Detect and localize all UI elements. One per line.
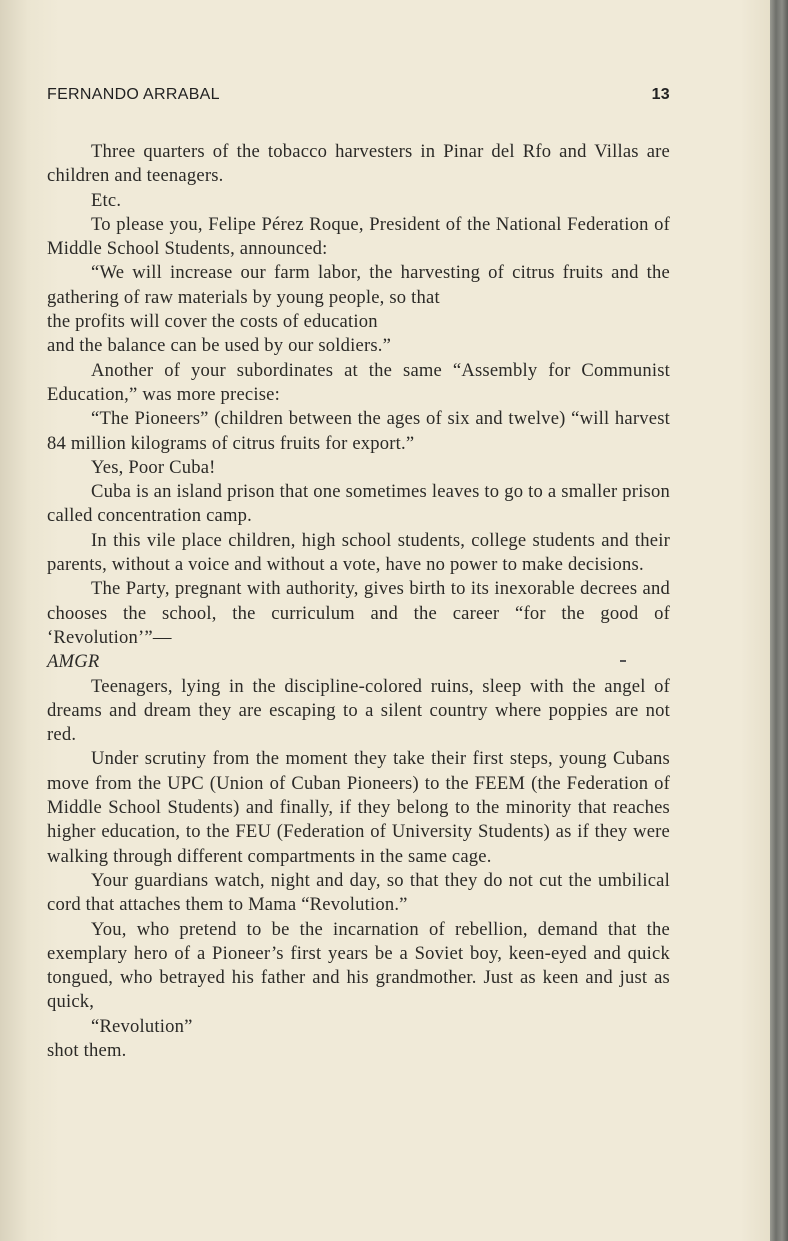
paragraph: Teenagers, lying in the discipline-colored ruins, sleep with the angel of dreams and dream they are escaping to a silent country where poppies are not red. — [47, 675, 670, 746]
paragraph: and the balance can be used by our soldiers.” — [47, 335, 392, 357]
paragraph: shot them. — [47, 1039, 127, 1061]
body-text — [47, 140, 670, 1063]
paragraph: “The Pioneers” (children between the ages of six and twelve) “will harvest 84 million kilograms of citrus fruits for export.” — [47, 408, 670, 454]
print-mark — [620, 660, 626, 662]
book-edge — [770, 0, 788, 1241]
paragraph: The Party, pregnant with authority, gives birth to its inexorable decrees and chooses the school, the curriculum and the career “for the good of ‘Revolution’”— — [47, 578, 670, 648]
paragraph: Another of your subordinates at the same “Assembly for Communist Education,” was more precise: — [47, 359, 670, 405]
paragraph: Cuba is an island prison that one sometimes leaves to go to a smaller prison called concentration camp. — [47, 481, 670, 527]
paragraph: Three quarters of the tobacco harvesters in Pinar del Rfo and Villas are children and teenagers. — [47, 141, 670, 187]
paragraph: Etc. — [91, 189, 122, 211]
paragraph: Your guardians watch, night and day, so that they do not cut the umbilical cord that attaches them to Mama “Revolution.” — [47, 869, 670, 916]
paragraph: “Revolution” — [91, 1015, 193, 1037]
paragraph: Yes, Poor Cuba! — [91, 456, 216, 478]
paragraph: “We will increase our farm labor, the harvesting of citrus fruits and the gathering of raw materials by young people, so that — [47, 262, 670, 308]
paragraph: To please you, Felipe Pérez Roque, President of the National Federation of Middle School Students, announced: — [47, 213, 670, 260]
paragraph: You, who pretend to be the incarnation of rebellion, demand that the exemplary hero of a Pioneer’s first years be a Soviet boy, keen-eyed and quick tongued, who betrayed his father and his grandmother. Just as keen and just as quick, — [47, 918, 670, 1013]
paragraph: the profits will cover the costs of education — [47, 311, 378, 333]
paragraph: In this vile place children, high school students, college students and their parents, without a voice and without a vote, have no power to make decisions. — [47, 529, 670, 576]
signature-initials: AMGR — [47, 651, 100, 673]
paragraph: Under scrutiny from the moment they take their first steps, young Cubans move from the UPC (Union of Cuban Pioneers) to the FEEM (the Federation of Middle School Students) and finally, if they belong to the minority that reaches higher education, to the FEU (Federation of University Students) as if they were walking through different compartments in the same cage. — [47, 748, 670, 867]
running-head-author: FERNANDO ARRABAL — [47, 86, 220, 103]
page-number: 13 — [651, 86, 670, 103]
running-head — [47, 86, 670, 108]
